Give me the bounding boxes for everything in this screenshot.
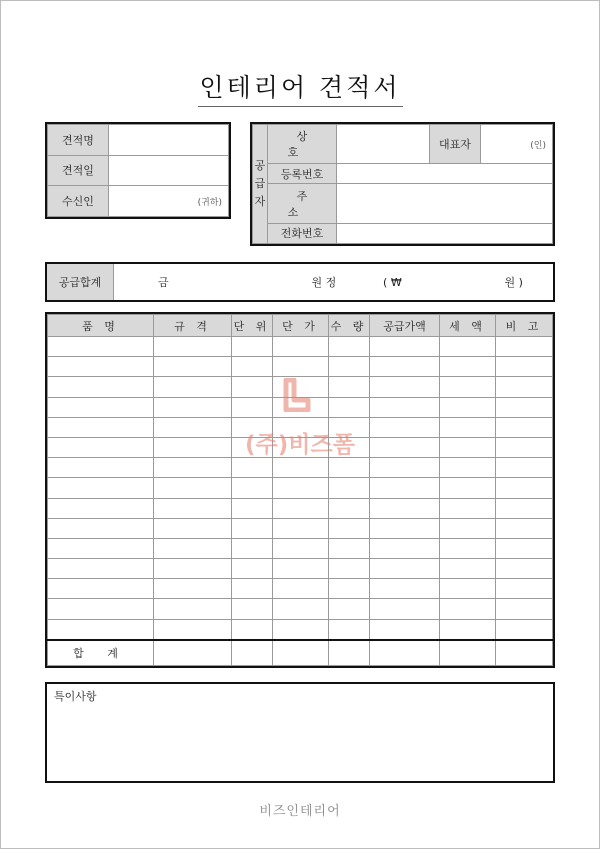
table-cell[interactable]	[154, 417, 232, 437]
table-cell[interactable]	[329, 518, 370, 538]
header-quantity: 수 량	[329, 315, 370, 337]
quote-name-field[interactable]	[109, 125, 229, 156]
table-cell[interactable]	[273, 559, 329, 579]
side-char-2: 급	[254, 177, 266, 190]
sum-cell[interactable]	[370, 640, 440, 666]
quote-date-label: 견적일	[48, 155, 109, 186]
phone-label: 전화번호	[268, 223, 337, 243]
table-cell[interactable]	[370, 337, 440, 357]
table-cell[interactable]	[440, 538, 496, 558]
table-row	[48, 337, 553, 357]
table-cell[interactable]	[273, 498, 329, 518]
table-cell[interactable]	[273, 619, 329, 640]
table-cell[interactable]	[48, 377, 154, 397]
table-cell[interactable]	[232, 357, 273, 377]
sum-cell[interactable]	[329, 640, 370, 666]
table-cell[interactable]	[48, 417, 154, 437]
quote-name-label: 견적명	[48, 125, 109, 156]
table-cell[interactable]	[273, 458, 329, 478]
table-cell[interactable]	[496, 458, 553, 478]
table-cell[interactable]	[48, 337, 154, 357]
table-cell[interactable]	[496, 478, 553, 498]
table-cell[interactable]	[154, 437, 232, 457]
recipient-row	[48, 186, 229, 217]
table-cell[interactable]	[370, 478, 440, 498]
table-cell[interactable]	[329, 337, 370, 357]
recipient-note: (귀하)	[197, 197, 222, 208]
table-cell[interactable]	[154, 538, 232, 558]
table-cell[interactable]	[48, 437, 154, 457]
table-cell[interactable]	[232, 458, 273, 478]
side-char-3: 자	[254, 195, 266, 208]
table-cell[interactable]	[496, 559, 553, 579]
table-cell[interactable]	[232, 377, 273, 397]
table-cell[interactable]	[370, 518, 440, 538]
table-cell[interactable]	[329, 559, 370, 579]
amount-suffix: 원 정	[311, 276, 337, 289]
footer-text: 비즈인테리어	[259, 804, 341, 819]
header-item-name: 품 명	[48, 315, 154, 337]
table-row	[48, 579, 553, 599]
table-cell[interactable]	[370, 458, 440, 478]
table-cell[interactable]	[273, 357, 329, 377]
table-cell[interactable]	[370, 437, 440, 457]
table-row	[48, 458, 553, 478]
registration-field[interactable]	[337, 164, 553, 184]
table-cell[interactable]	[48, 538, 154, 558]
sum-cell[interactable]	[154, 640, 232, 666]
company-label: 상 호	[268, 125, 337, 164]
table-cell[interactable]	[370, 599, 440, 619]
notes-label: 특이사항	[54, 690, 97, 703]
table-cell[interactable]	[440, 337, 496, 357]
table-cell[interactable]	[329, 478, 370, 498]
table-cell[interactable]	[48, 478, 154, 498]
table-cell[interactable]	[329, 397, 370, 417]
items-table-box	[45, 312, 555, 668]
table-cell[interactable]	[154, 599, 232, 619]
table-cell[interactable]	[440, 478, 496, 498]
table-row	[48, 417, 553, 437]
sum-cell[interactable]	[496, 640, 553, 666]
table-cell[interactable]	[496, 619, 553, 640]
table-cell[interactable]	[370, 559, 440, 579]
registration-label: 등록번호	[268, 164, 337, 184]
header-unit: 단 위	[232, 315, 273, 337]
sum-label: 합 계	[48, 640, 154, 666]
table-cell[interactable]	[48, 599, 154, 619]
table-cell[interactable]	[370, 498, 440, 518]
table-cell[interactable]	[48, 619, 154, 640]
table-row	[48, 357, 553, 377]
table-cell[interactable]	[440, 357, 496, 377]
table-cell[interactable]	[273, 478, 329, 498]
header-unit-price: 단 가	[273, 315, 329, 337]
table-cell[interactable]	[496, 518, 553, 538]
table-cell[interactable]	[232, 498, 273, 518]
representative-label: 대표자	[430, 125, 481, 164]
address-field[interactable]	[337, 184, 553, 223]
table-cell[interactable]	[154, 498, 232, 518]
table-cell[interactable]	[232, 619, 273, 640]
table-row	[48, 599, 553, 619]
table-cell[interactable]	[232, 437, 273, 457]
table-cell[interactable]	[329, 538, 370, 558]
table-cell[interactable]	[232, 559, 273, 579]
table-cell[interactable]	[154, 518, 232, 538]
table-cell[interactable]	[496, 357, 553, 377]
table-row	[48, 377, 553, 397]
table-cell[interactable]	[232, 599, 273, 619]
table-cell[interactable]	[232, 397, 273, 417]
table-row	[48, 619, 553, 640]
table-cell[interactable]	[329, 437, 370, 457]
table-cell[interactable]	[440, 498, 496, 518]
table-row	[48, 538, 553, 558]
table-cell[interactable]	[370, 377, 440, 397]
table-cell[interactable]	[232, 337, 273, 357]
table-cell[interactable]	[329, 357, 370, 377]
table-cell[interactable]	[370, 397, 440, 417]
table-row	[48, 498, 553, 518]
table-cell[interactable]	[154, 579, 232, 599]
quote-info-box	[45, 122, 231, 219]
representative-field[interactable]	[481, 125, 553, 164]
table-cell[interactable]	[370, 619, 440, 640]
table-row	[48, 478, 553, 498]
table-cell[interactable]	[154, 478, 232, 498]
document-title	[0, 68, 600, 107]
header-remarks: 비 고	[496, 315, 553, 337]
table-cell[interactable]	[154, 377, 232, 397]
table-cell[interactable]	[440, 397, 496, 417]
notes-box[interactable]	[45, 682, 555, 783]
table-cell[interactable]	[273, 437, 329, 457]
table-cell[interactable]	[370, 357, 440, 377]
table-cell[interactable]	[440, 559, 496, 579]
sum-row	[48, 640, 553, 666]
table-cell[interactable]	[273, 599, 329, 619]
table-cell[interactable]	[496, 417, 553, 437]
table-cell[interactable]	[232, 417, 273, 437]
sum-cell[interactable]	[232, 640, 273, 666]
quote-date-field[interactable]	[109, 155, 229, 186]
table-cell[interactable]	[329, 417, 370, 437]
table-cell[interactable]	[329, 579, 370, 599]
table-cell[interactable]	[48, 357, 154, 377]
table-cell[interactable]	[329, 599, 370, 619]
table-cell[interactable]	[273, 518, 329, 538]
seal-note: (인)	[530, 140, 546, 151]
table-cell[interactable]	[48, 559, 154, 579]
supplier-side-label	[253, 125, 268, 244]
table-cell[interactable]	[154, 337, 232, 357]
table-cell[interactable]	[48, 498, 154, 518]
sum-cell[interactable]	[273, 640, 329, 666]
table-cell[interactable]	[273, 397, 329, 417]
header-tax: 세 액	[440, 315, 496, 337]
table-cell[interactable]	[232, 538, 273, 558]
address-label: 주 소	[268, 184, 337, 223]
watermark-text: (주)비즈폼	[245, 432, 355, 458]
table-cell[interactable]	[496, 498, 553, 518]
total-amount-field[interactable]	[114, 264, 554, 300]
table-cell[interactable]	[440, 619, 496, 640]
table-cell[interactable]	[496, 599, 553, 619]
table-cell[interactable]	[48, 579, 154, 599]
supplier-box	[250, 122, 555, 246]
table-cell[interactable]	[440, 599, 496, 619]
recipient-field[interactable]	[109, 186, 229, 217]
table-cell[interactable]	[154, 357, 232, 377]
table-cell[interactable]	[273, 579, 329, 599]
phone-field[interactable]	[337, 223, 553, 243]
table-cell[interactable]	[440, 417, 496, 437]
table-cell[interactable]	[440, 518, 496, 538]
items-header-row	[48, 315, 553, 337]
table-cell[interactable]	[273, 538, 329, 558]
company-field[interactable]	[337, 125, 430, 164]
table-cell[interactable]	[440, 437, 496, 457]
table-cell[interactable]	[329, 498, 370, 518]
total-supply-label: 공급합계	[47, 264, 114, 300]
table-row	[48, 437, 553, 457]
amount-prefix: 금	[158, 276, 169, 289]
table-row	[48, 559, 553, 579]
table-cell[interactable]	[329, 458, 370, 478]
table-cell[interactable]	[273, 417, 329, 437]
table-cell[interactable]	[370, 538, 440, 558]
table-cell[interactable]	[440, 458, 496, 478]
table-cell[interactable]	[232, 579, 273, 599]
table-cell[interactable]	[154, 559, 232, 579]
quote-date-row	[48, 155, 229, 186]
sum-cell[interactable]	[440, 640, 496, 666]
header-supply-value: 공급가액	[370, 315, 440, 337]
table-cell[interactable]	[496, 397, 553, 417]
table-cell[interactable]	[273, 377, 329, 397]
table-cell[interactable]	[496, 377, 553, 397]
total-supply-box	[45, 262, 555, 302]
items-table	[47, 314, 553, 666]
table-cell[interactable]	[329, 619, 370, 640]
table-cell[interactable]	[496, 437, 553, 457]
won-close: 원 )	[504, 276, 523, 289]
table-cell[interactable]	[232, 478, 273, 498]
table-cell[interactable]	[48, 518, 154, 538]
table-cell[interactable]	[154, 458, 232, 478]
table-cell[interactable]	[496, 337, 553, 357]
table-cell[interactable]	[273, 337, 329, 357]
table-cell[interactable]	[496, 579, 553, 599]
table-row	[48, 397, 553, 417]
title-text: 인테리어 견적서	[198, 68, 403, 107]
table-cell[interactable]	[370, 417, 440, 437]
table-cell[interactable]	[48, 397, 154, 417]
table-cell[interactable]	[154, 397, 232, 417]
table-cell[interactable]	[496, 538, 553, 558]
recipient-label: 수신인	[48, 186, 109, 217]
won-open: ( ₩	[383, 275, 402, 289]
side-char-1: 공	[254, 159, 266, 172]
table-row	[48, 518, 553, 538]
table-cell[interactable]	[48, 458, 154, 478]
table-cell[interactable]	[440, 377, 496, 397]
header-spec: 규 격	[154, 315, 232, 337]
table-cell[interactable]	[440, 579, 496, 599]
table-cell[interactable]	[154, 619, 232, 640]
table-cell[interactable]	[329, 377, 370, 397]
quote-name-row	[48, 125, 229, 156]
table-cell[interactable]	[370, 579, 440, 599]
table-cell[interactable]	[232, 518, 273, 538]
